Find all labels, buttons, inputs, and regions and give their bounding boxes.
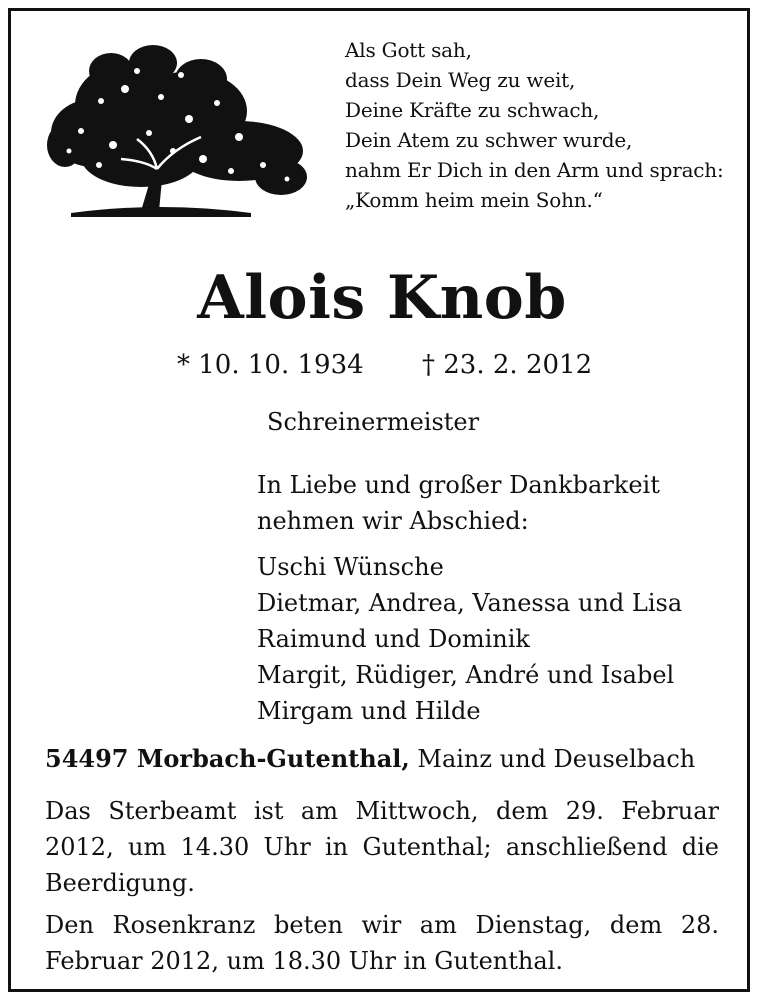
birth-date: * 10. 10. 1934 — [177, 350, 364, 380]
family-member: Uschi Wünsche — [257, 553, 444, 581]
deceased-name: Alois Knob — [197, 263, 567, 333]
obituary-frame — [8, 8, 750, 992]
place-other: Mainz und Deuselbach — [409, 745, 696, 773]
family-member: Mirgam und Hilde — [257, 697, 481, 725]
poem-line: „Komm heim mein Sohn.“ — [345, 188, 603, 212]
life-dates — [177, 347, 597, 383]
family-member: Dietmar, Andrea, Vanessa und Lisa — [257, 589, 683, 617]
poem-line: Deine Kräfte zu schwach, — [345, 98, 600, 122]
poem-line: dass Dein Weg zu weit, — [345, 68, 576, 92]
service-paragraph: Das Sterbeamt ist am Mittwoch, dem 29. Februar 2012, um 14.30 Uhr in Gutenthal; anschließend die Beerdigung. — [45, 797, 719, 897]
farewell-line: nehmen wir Abschied: — [257, 507, 529, 535]
family-list — [257, 549, 682, 729]
family-member: Raimund und Dominik — [257, 625, 530, 653]
tree-icon — [41, 41, 309, 217]
death-date: † 23. 2. 2012 — [422, 350, 593, 380]
place-main: 54497 Morbach-Gutenthal, — [45, 744, 410, 773]
family-member: Margit, Rüdiger, André und Isabel — [257, 661, 675, 689]
poem-line: nahm Er Dich in den Arm und sprach: — [345, 158, 724, 182]
poem-line: Dein Atem zu schwer wurde, — [345, 128, 633, 152]
farewell-text — [257, 467, 660, 539]
profession: Schreinermeister — [267, 408, 480, 436]
poem-line: Als Gott sah, — [345, 38, 472, 62]
farewell-line: In Liebe und großer Dankbarkeit — [257, 471, 660, 499]
poem — [345, 35, 735, 215]
place-line — [45, 741, 725, 777]
rosary-paragraph: Den Rosenkranz beten wir am Dienstag, dem 28. Februar 2012, um 18.30 Uhr in Gutenthal. — [45, 911, 719, 975]
